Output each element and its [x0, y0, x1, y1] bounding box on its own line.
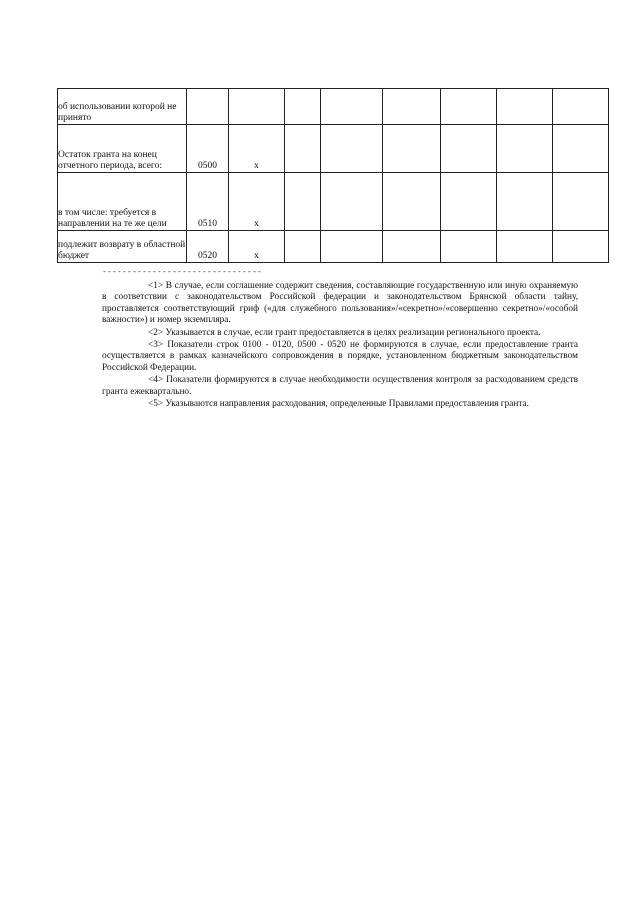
footnote-separator: -------------------------------- — [102, 268, 263, 277]
table-row — [58, 89, 609, 125]
row-x: x — [229, 173, 285, 231]
table-cell — [321, 125, 383, 173]
grant-balance-table — [57, 88, 609, 263]
row-x: x — [229, 231, 285, 263]
row-code: 0520 — [187, 231, 229, 263]
table-cell — [321, 231, 383, 263]
table-cell — [285, 173, 321, 231]
table-cell — [497, 125, 553, 173]
table-cell — [553, 231, 609, 263]
table-cell — [441, 125, 497, 173]
table-cell — [441, 173, 497, 231]
footnote-2: <2> Указывается в случае, если грант предоставляется в целях реализации регионального проекта. — [148, 327, 541, 338]
table-row — [58, 231, 609, 263]
table-row — [58, 125, 609, 173]
table-row — [58, 173, 609, 231]
table-cell — [321, 89, 383, 125]
table-cell — [497, 231, 553, 263]
table-cell — [383, 231, 441, 263]
row-label: подлежит возврату в областной бюджет — [58, 231, 187, 263]
table-cell — [441, 89, 497, 125]
table-cell — [383, 125, 441, 173]
table-cell — [383, 89, 441, 125]
table-cell — [285, 231, 321, 263]
row-x: x — [229, 125, 285, 173]
footnote-5: <5> Указываются направления расходования, определенные Правилами предоставления гранта. — [148, 399, 529, 410]
row-code: 0510 — [187, 173, 229, 231]
table-cell — [553, 173, 609, 231]
row-label: в том числе: требуется в направлении на те же цели — [58, 173, 187, 231]
footnote-4: <4> Показатели формируются в случае необходимости осуществления контроля за расходованием средств гранта ежеквартально. — [102, 375, 578, 397]
table-cell — [497, 173, 553, 231]
table-cell — [285, 125, 321, 173]
footnote-1: <1> В случае, если соглашение содержит сведения, составляющие государственную или иную охраняемую в соответствии с законодательством Российской федерации и законодательством Брянской области тайну, проставляется соответствующий гриф («для служебного пользования»/«секретно»/«совершенно секретно»/«особой важности») и номер экземпляра. — [102, 281, 578, 326]
table-cell — [441, 231, 497, 263]
row-code — [187, 89, 229, 125]
footnote-3: <3> Показатели строк 0100 - 0120, 0500 - 0520 не формируются в случае, если предоставление гранта осуществляется в рамках казначейского сопровождения в порядке, установленном бюджетным законодательством Российской Федерации. — [102, 340, 578, 373]
row-x — [229, 89, 285, 125]
row-code: 0500 — [187, 125, 229, 173]
table-cell — [553, 125, 609, 173]
table-cell — [321, 173, 383, 231]
row-label: об использовании которой не принято — [58, 89, 187, 125]
row-label: Остаток гранта на конец отчетного периода, всего: — [58, 125, 187, 173]
footnotes — [102, 281, 578, 411]
table-cell — [553, 89, 609, 125]
table-cell — [285, 89, 321, 125]
table-cell — [383, 173, 441, 231]
table-cell — [497, 89, 553, 125]
